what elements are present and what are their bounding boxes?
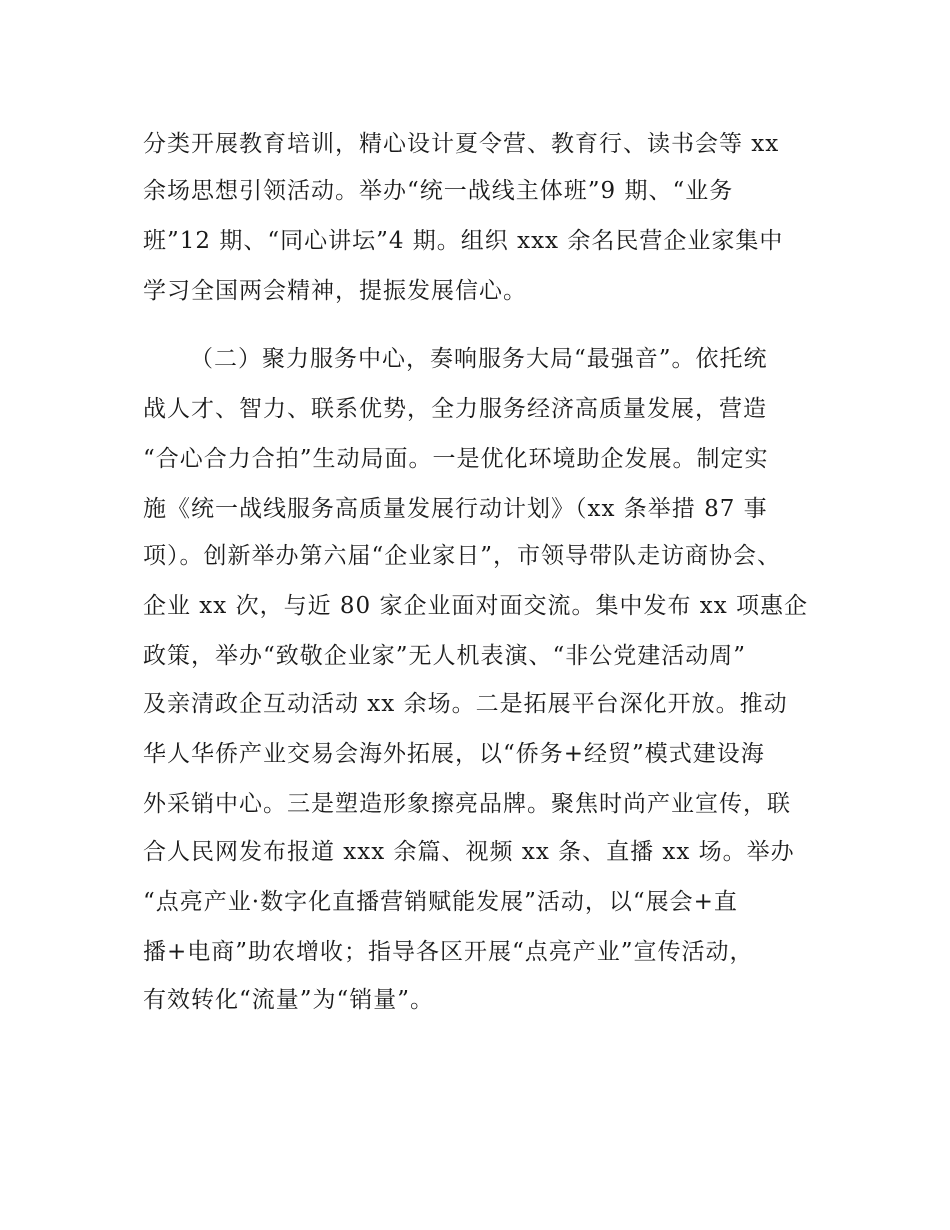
paragraph-2-line-10: 外采销中心。三是塑造形象擦亮品牌。聚焦时尚产业宣传，联 <box>143 791 791 817</box>
paragraph-2-line-13: 播+电商”助农增收；指导各区开展“点亮产业”宣传活动， <box>143 939 754 965</box>
paragraph-2-line-9: 华人华侨产业交易会海外拓展，以“侨务+经贸”模式建设海 <box>143 741 765 767</box>
paragraph-2-line-7: 政策，举办“致敬企业家”无人机表演、“非公党建活动周” <box>143 643 747 669</box>
paragraph-1-line-2: 余场思想引领活动。举办“统一战线主体班”9 期、“业务 <box>143 178 734 204</box>
paragraph-2-line-4: 施《统一战线服务高质量发展行动计划》（xx 条举措 87 事 <box>143 496 768 522</box>
paragraph-1-line-3: 班”12 期、“同心讲坛”4 期。组织 xxx 余名民营企业家集中 <box>143 228 784 254</box>
paragraph-2-line-1: （二）聚力服务中心，奏响服务大局“最强音”。依托统 <box>190 346 768 372</box>
paragraph-2-line-5: 项）。创新举办第六届“企业家日”，市领导带队走访商协会、 <box>143 543 782 569</box>
paragraph-2-line-14: 有效转化“流量”为“销量”。 <box>143 987 435 1013</box>
paragraph-2-line-12: “点亮产业·数字化直播营销赋能发展”活动，以“展会+直 <box>143 889 738 915</box>
paragraph-2-line-3: “合心合力合拍”生动局面。一是优化环境助企发展。制定实 <box>143 446 769 472</box>
paragraph-1-line-1: 分类开展教育培训，精心设计夏令营、教育行、读书会等 xx <box>143 131 780 157</box>
paragraph-2-line-6: 企业 xx 次，与近 80 家企业面对面交流。集中发布 xx 项惠企 <box>143 593 809 619</box>
paragraph-1-line-4: 学习全国两会精神，提振发展信心。 <box>143 278 527 304</box>
paragraph-2-line-11: 合人民网发布报道 xxx 余篇、视频 xx 条、直播 xx 场。举办 <box>143 839 795 865</box>
paragraph-2-line-8: 及亲清政企互动活动 xx 余场。二是拓展平台深化开放。推动 <box>143 691 788 717</box>
paragraph-2-line-2: 战人才、智力、联系优势，全力服务经济高质量发展，营造 <box>143 396 767 422</box>
